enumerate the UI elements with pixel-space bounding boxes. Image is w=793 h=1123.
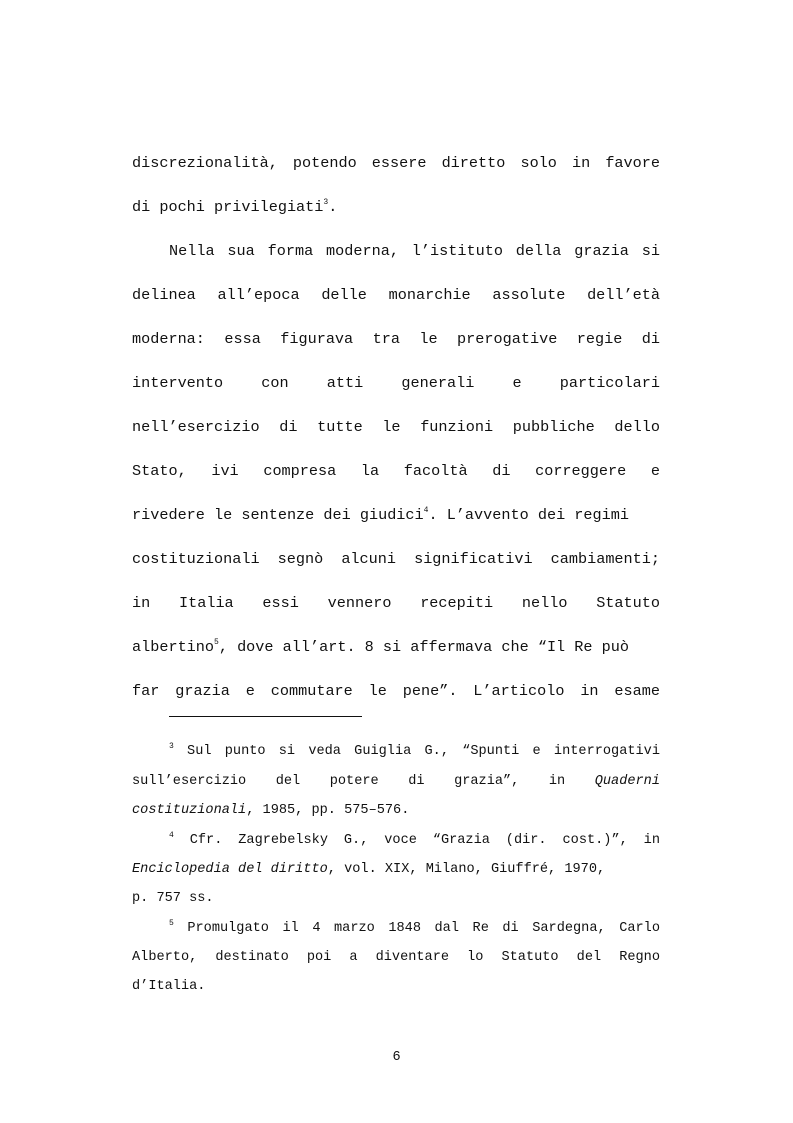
footnote-4-number: 4 [169, 831, 174, 840]
body-line-3: Nella sua forma moderna, l’istituto della grazia si [169, 242, 660, 260]
footnote-5-number: 5 [169, 919, 174, 928]
body-line-1: discrezionalità, potendo essere diretto solo in favore [132, 154, 660, 172]
page-number: 6 [392, 1050, 401, 1065]
footnote-4-line-3: p. 757 ss. [132, 891, 214, 906]
footnote-5-line-2: Alberto, destinato poi a diventare lo Statuto del Regno [132, 950, 660, 965]
footnote-3-line-1: $^3$ Sul punto si veda Guiglia G., “Spunti e interrogativi [169, 742, 660, 759]
body-line-10: costituzionali segnò alcuni significativi cambiamenti; [132, 550, 660, 568]
body-line-11: in Italia essi vennero recepiti nello Statuto [132, 594, 660, 612]
footnote-ref-5[interactable]: 5 [214, 638, 219, 647]
body-line-8: Stato, ivi compresa la facoltà di correggere e [132, 462, 660, 480]
footnote-ref-3[interactable]: 3 [323, 198, 329, 207]
body-line-6: intervento con atti generali e particolari [132, 374, 660, 392]
body-line-2: di pochi privilegiati$^3$. [132, 198, 338, 216]
footnote-3-line-3: costituzionali, 1985, pp. 575–576. [132, 803, 410, 818]
body-line-4: delinea all’epoca delle monarchie assolute dell’età [132, 286, 660, 304]
footnote-5-line-1: $^5$ Promulgato il 4 marzo 1848 dal Re di Sardegna, Carlo [169, 919, 660, 936]
footnote-5-line-3: d’Italia. [132, 979, 206, 994]
body-line-7: nell’esercizio di tutte le funzioni pubbliche dello [132, 418, 660, 436]
footnote-3-line-2: sull’esercizio del potere di grazia”, in Quaderni [132, 774, 660, 789]
footnote-4-line-1: $^4$ Cfr. Zagrebelsky G., voce “Grazia (dir. cost.)”, in [169, 831, 660, 848]
body-line-5: moderna: essa figurava tra le prerogative regie di [132, 330, 660, 348]
body-line-13: far grazia e commutare le pene”. L’articolo in esame [132, 682, 660, 700]
footnote-separator [169, 716, 362, 717]
body-line-12: albertino$^5$, dove all’art. 8 si affermava che “Il Re può [132, 638, 629, 656]
footnote-ref-4[interactable]: 4 [423, 506, 429, 515]
footnote-4-line-2: Enciclopedia del diritto, vol. XIX, Milano, Giuffré, 1970, [132, 862, 606, 877]
body-line-9: rivedere le sentenze dei giudici$^4$. L’avvento dei regimi [132, 506, 629, 524]
footnote-3-number: 3 [169, 742, 174, 751]
